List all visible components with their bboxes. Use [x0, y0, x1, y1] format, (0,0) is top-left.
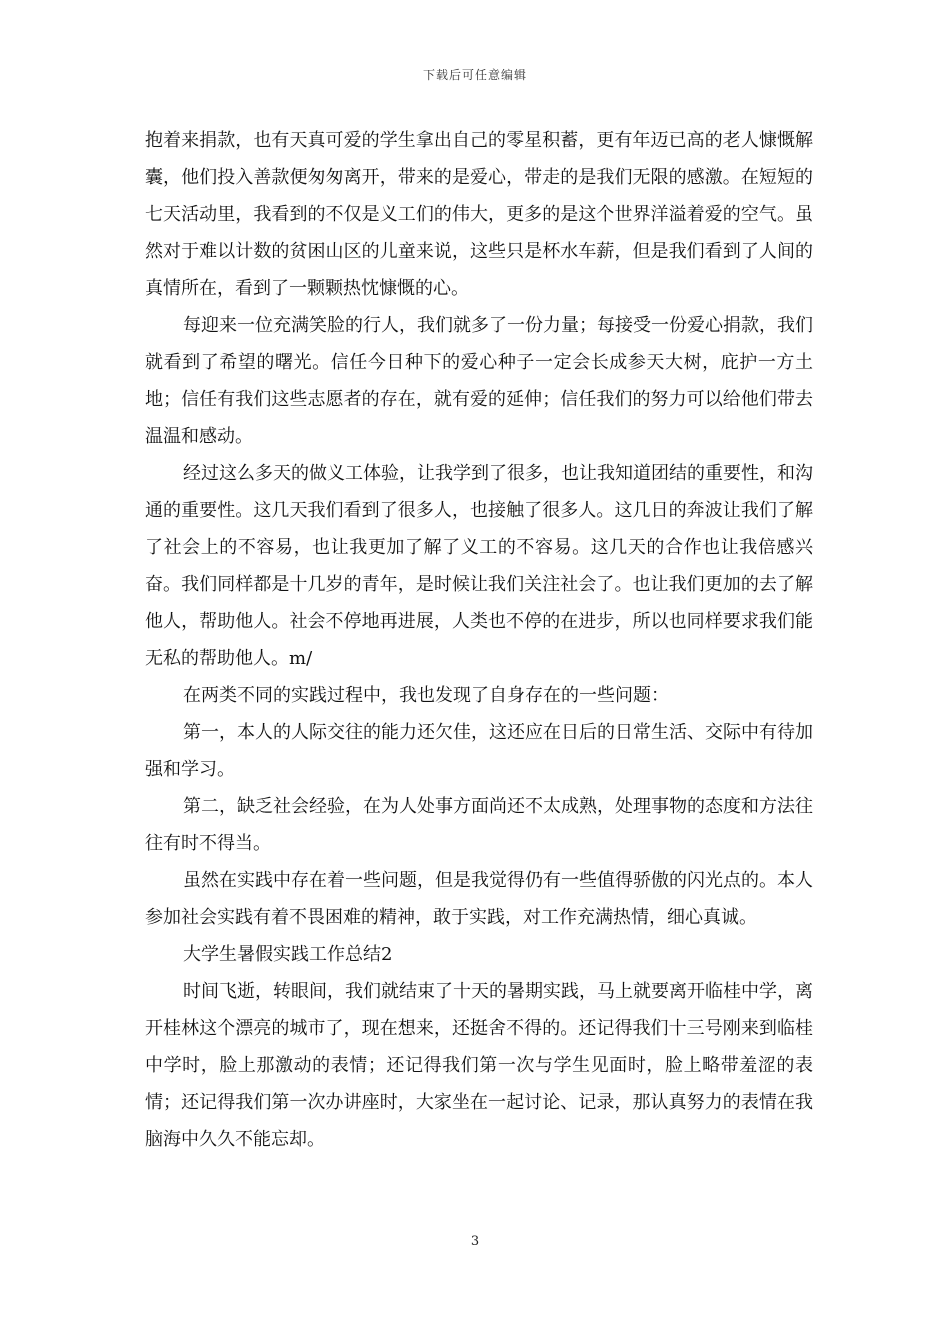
paragraph-5: 第一，本人的人际交往的能力还欠佳，这还应在日后的日常生活、交际中有待加强和学习。	[145, 722, 813, 780]
page-header: 下载后可任意编辑	[422, 68, 527, 82]
paragraph-2: 每迎来一位充满笑脸的行人，我们就多了一份力量；每接受一份爱心捐款，我们就看到了希望的曙光。信任今日种下的爱心种子一定会长成参天大树，庇护一方土地；信任有我们这些志愿者的存在，就有爱的延伸；信任我们的努力可以给他们带去温温和感动。	[145, 315, 813, 447]
document-body	[145, 122, 813, 1158]
paragraph-3: 经过这么多天的做义工体验，让我学到了很多，也让我知道团结的重要性，和沟通的重要性。这几天我们看到了很多人，也接触了很多人。这几日的奔波让我们了解了社会上的不容易，也让我更加了解了义工的不容易。这几天的合作也让我倍感兴奋。我们同样都是十几岁的青年，是时候让我们关注社会了。也让我们更加的去了解他人，帮助他人。社会不停地再进展，人类也不停的在进步，所以也同样要求我们能无私的帮助他人。m/	[145, 463, 813, 669]
page-number: 3	[470, 1234, 480, 1249]
paragraph-4: 在两类不同的实践过程中，我也发现了自身存在的一些问题：	[183, 685, 669, 706]
section-heading: 大学生暑假实践工作总结2	[183, 944, 393, 965]
paragraph-8: 时间飞逝，转眼间，我们就结束了十天的暑期实践，马上就要离开临桂中学，离开桂林这个漂亮的城市了，现在想来，还挺舍不得的。还记得我们十三号刚来到临桂中学时，脸上那激动的表情；还记得我们第一次与学生见面时，脸上略带羞涩的表情；还记得我们第一次办讲座时，大家坐在一起讨论、记录，那认真努力的表情在我脑海中久久不能忘却。	[145, 981, 813, 1150]
paragraph-7: 虽然在实践中存在着一些问题，但是我觉得仍有一些值得骄傲的闪光点的。本人参加社会实践有着不畏困难的精神，敢于实践，对工作充满热情，细心真诚。	[145, 870, 813, 928]
paragraph-6: 第二，缺乏社会经验，在为人处事方面尚还不太成熟，处理事物的态度和方法往往有时不得当。	[145, 796, 813, 854]
paragraph-1: 抱着来捐款，也有天真可爱的学生拿出自己的零星积蓄，更有年迈已高的老人慷慨解囊，他们投入善款便匆匆离开，带来的是爱心，带走的是我们无限的感激。在短短的七天活动里，我看到的不仅是义工们的伟大，更多的是这个世界洋溢着爱的空气。虽然对于难以计数的贫困山区的儿童来说，这些只是杯水车薪，但是我们看到了人间的真情所在，看到了一颗颗热忱慷慨的心。	[145, 130, 813, 299]
